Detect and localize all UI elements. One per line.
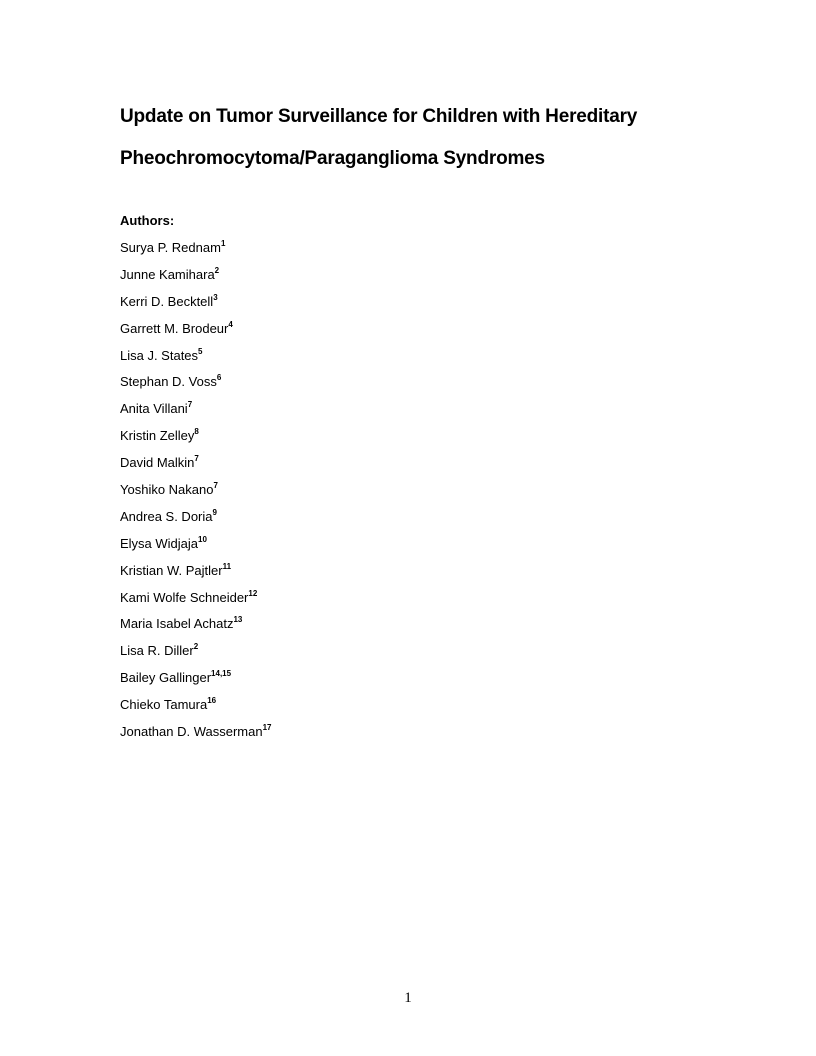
author-item	[120, 267, 272, 294]
page-number: 1	[404, 990, 412, 1006]
author-affiliation: 7	[194, 454, 199, 464]
author-item	[120, 428, 272, 455]
author-name: Stephan D. Voss	[120, 374, 217, 390]
author-name: Anita Villani	[120, 401, 188, 417]
author-name: Surya P. Rednam	[120, 240, 221, 255]
author-name: Junne Kamihara	[120, 266, 215, 282]
author-item	[120, 455, 272, 482]
author-item	[120, 536, 272, 563]
author-affiliation: 13	[233, 615, 243, 625]
author-name: Jonathan D. Wasserman	[120, 724, 263, 740]
author-affiliation: 2	[214, 265, 220, 275]
author-item	[120, 401, 272, 428]
author-affiliation: 3	[213, 292, 218, 302]
author-item	[120, 482, 272, 509]
author-item	[120, 321, 272, 348]
author-name: Kristin Zelley	[120, 428, 195, 444]
author-name: Yoshiko Nakano	[120, 482, 214, 498]
author-name: Kristian W. Pajtler	[120, 562, 223, 578]
author-name: Kerri D. Becktell	[120, 293, 214, 309]
author-affiliation: 16	[207, 696, 217, 706]
author-list	[120, 240, 272, 751]
author-item	[120, 348, 272, 375]
author-name: Kami Wolfe Schneider	[120, 589, 249, 605]
author-name: Garrett M. Brodeur	[120, 320, 229, 336]
author-name: Chieko Tamura	[120, 697, 208, 713]
author-name: Lisa J. States	[120, 347, 199, 363]
author-name: Andrea S. Doria	[120, 508, 213, 524]
author-affiliation: 8	[194, 427, 199, 437]
author-affiliation: 5	[198, 346, 203, 356]
author-item	[120, 240, 272, 267]
author-affiliation: 11	[222, 561, 232, 571]
author-item	[120, 616, 272, 643]
author-item	[120, 724, 272, 751]
author-item	[120, 563, 272, 590]
author-item	[120, 643, 272, 670]
author-affiliation: 2	[193, 642, 199, 652]
author-affiliation: 4	[228, 319, 233, 329]
document-title	[120, 96, 637, 180]
author-name: Bailey Gallinger	[120, 670, 212, 686]
authors-heading: Authors:	[120, 213, 175, 228]
author-name: Lisa R. Diller	[120, 643, 194, 659]
author-affiliation: 7	[213, 481, 218, 491]
author-item	[120, 294, 272, 321]
author-affiliation: 12	[248, 588, 258, 598]
author-affiliation: 7	[187, 400, 193, 410]
author-affiliation: 17	[262, 723, 272, 733]
author-affiliation: 14,15	[211, 669, 232, 679]
author-item	[120, 509, 272, 536]
title-line-2: Pheochromocytoma/Paraganglioma Syndromes	[120, 148, 545, 169]
title-line-1: Update on Tumor Surveillance for Children with Hereditary	[120, 106, 638, 127]
author-name: Maria Isabel Achatz	[120, 616, 234, 632]
author-affiliation: 1	[220, 239, 226, 248]
author-name: David Malkin	[120, 455, 195, 471]
author-item	[120, 670, 272, 697]
author-affiliation: 10	[198, 534, 207, 544]
author-item	[120, 697, 272, 724]
author-item	[120, 590, 272, 617]
author-affiliation: 6	[216, 373, 222, 383]
author-name: Elysa Widjaja	[120, 535, 199, 551]
author-affiliation: 9	[212, 507, 217, 517]
author-item	[120, 374, 272, 401]
